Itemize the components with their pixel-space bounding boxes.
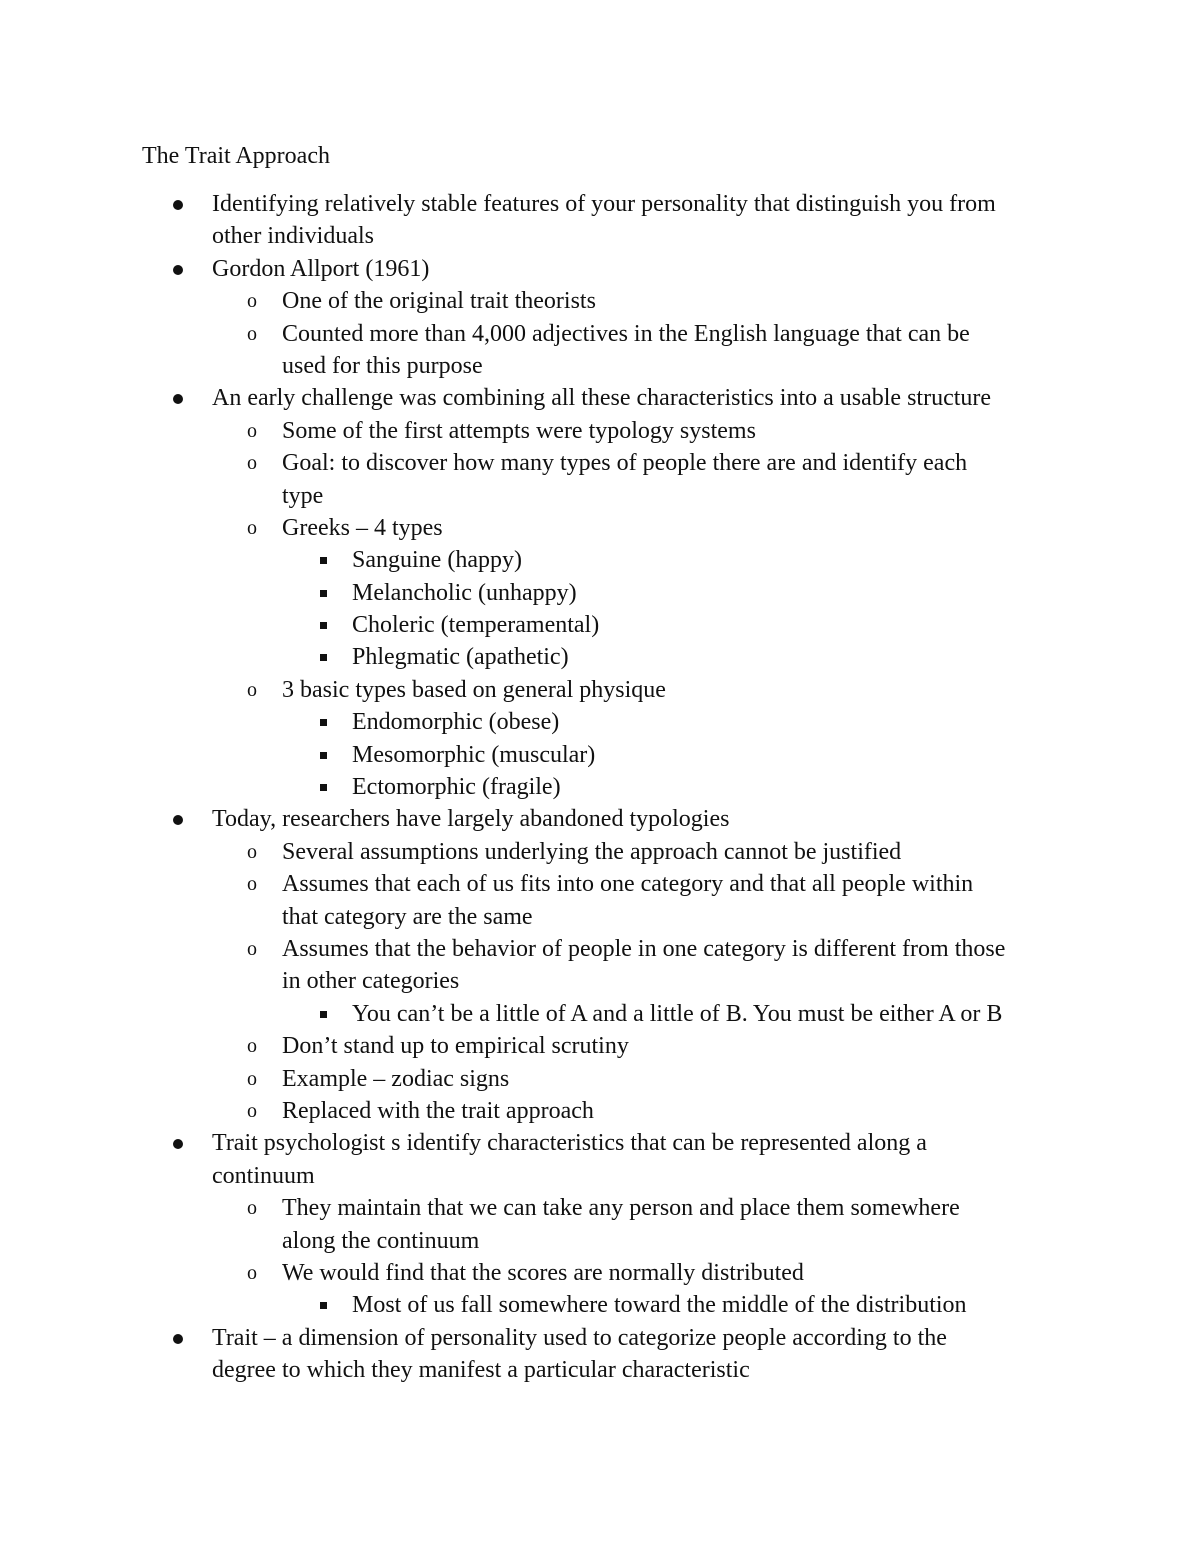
line-text: degree to which they manifest a particular characteristic: [212, 1357, 750, 1384]
outline-line-level-2: [0, 512, 1200, 544]
bullet-circle-icon: o: [247, 419, 257, 442]
bullet-dot-icon: [173, 1334, 183, 1344]
line-text: Assumes that the behavior of people in one category is different from those: [282, 935, 1006, 962]
line-text: Trait psychologist s identify characteristics that can be represented along a: [212, 1130, 927, 1157]
outline-line-level-2: [0, 933, 1200, 965]
bullet-square-icon: [320, 719, 327, 726]
outline-line-level-2: [0, 674, 1200, 706]
bullet-square-icon: [320, 752, 327, 759]
bullet-dot-icon: [173, 265, 183, 275]
bullet-circle-icon: o: [247, 873, 257, 896]
bullet-circle-icon: o: [247, 1261, 257, 1284]
line-text: that category are the same: [282, 903, 533, 930]
outline-line-level-3: [0, 739, 1200, 771]
line-text: Example – zodiac signs: [282, 1065, 510, 1092]
line-text: other individuals: [212, 223, 374, 250]
outline-line-level-2: [0, 285, 1200, 317]
line-text: used for this purpose: [282, 352, 483, 379]
outline-line-level-2: [0, 1063, 1200, 1095]
line-text: Mesomorphic (muscular): [352, 741, 596, 768]
line-text: We would find that the scores are normally distributed: [282, 1259, 804, 1286]
bullet-square-icon: [320, 557, 327, 564]
bullet-square-icon: [320, 654, 327, 661]
outline-line-level-1: [0, 1127, 1200, 1159]
outline-line-level-3: [0, 609, 1200, 641]
outline-line-level-3: [0, 544, 1200, 576]
outline-line-level-2: [0, 480, 1200, 512]
line-text: Today, researchers have largely abandoned typologies: [212, 806, 730, 833]
line-text: Several assumptions underlying the approach cannot be justified: [282, 838, 902, 865]
line-text: Endomorphic (obese): [352, 709, 560, 736]
bullet-circle-icon: o: [247, 452, 257, 475]
line-text: Counted more than 4,000 adjectives in the English language that can be: [282, 320, 970, 347]
outline-line-level-1: [0, 1160, 1200, 1192]
bullet-square-icon: [320, 622, 327, 629]
line-text: Gordon Allport (1961): [212, 255, 430, 282]
line-text: They maintain that we can take any person and place them somewhere: [282, 1195, 960, 1222]
outline-line-level-2: [0, 415, 1200, 447]
line-text: continuum: [212, 1162, 315, 1189]
outline-line-level-2: [0, 318, 1200, 350]
bullet-circle-icon: o: [247, 1035, 257, 1058]
line-text: along the continuum: [282, 1227, 480, 1254]
outline-line-level-1: [0, 220, 1200, 252]
outline-line-level-2: [0, 901, 1200, 933]
outline-line-level-2: [0, 1095, 1200, 1127]
outline-line-level-3: [0, 998, 1200, 1030]
line-text: in other categories: [282, 968, 460, 995]
outline-line-level-3: [0, 577, 1200, 609]
bullet-dot-icon: [173, 200, 183, 210]
outline-line-level-3: [0, 706, 1200, 738]
bullet-circle-icon: o: [247, 1197, 257, 1220]
outline-line-level-1: [0, 188, 1200, 220]
outline-line-level-2: [0, 836, 1200, 868]
outline-line-level-3: [0, 641, 1200, 673]
line-text: Melancholic (unhappy): [352, 579, 577, 606]
line-text: Choleric (temperamental): [352, 612, 600, 639]
bullet-square-icon: [320, 784, 327, 791]
line-text: Ectomorphic (fragile): [352, 774, 561, 801]
bullet-circle-icon: o: [247, 840, 257, 863]
outline-line-level-2: [0, 1257, 1200, 1289]
outline-line-level-1: [0, 803, 1200, 835]
line-text: Greeks – 4 types: [282, 514, 443, 541]
bullet-circle-icon: o: [247, 937, 257, 960]
line-text: type: [282, 482, 324, 509]
bullet-dot-icon: [173, 1139, 183, 1149]
line-text: Phlegmatic (apathetic): [352, 644, 569, 671]
page-title: The Trait Approach: [142, 143, 330, 169]
line-text: Most of us fall somewhere toward the middle of the distribution: [352, 1292, 967, 1319]
outline-line-level-2: [0, 1225, 1200, 1257]
bullet-circle-icon: o: [247, 1099, 257, 1122]
line-text: Identifying relatively stable features of your personality that distinguish you from: [212, 191, 996, 217]
bullet-circle-icon: o: [247, 290, 257, 313]
line-text: Goal: to discover how many types of people there are and identify each: [282, 450, 968, 477]
line-text: An early challenge was combining all these characteristics into a usable structure: [212, 385, 992, 412]
outline-line-level-2: [0, 965, 1200, 997]
bullet-square-icon: [320, 590, 327, 597]
line-text: Some of the first attempts were typology systems: [282, 417, 756, 444]
line-text: Replaced with the trait approach: [282, 1097, 594, 1124]
outline-line-level-2: [0, 1192, 1200, 1224]
line-text: Trait – a dimension of personality used to categorize people according to the: [212, 1324, 947, 1351]
bullet-dot-icon: [173, 815, 183, 825]
outline-line-level-1: [0, 1322, 1200, 1354]
line-text: You can’t be a little of A and a little of B. You must be either A or B: [352, 1000, 1003, 1027]
bullet-circle-icon: o: [247, 678, 257, 701]
bullet-circle-icon: o: [247, 322, 257, 345]
outline-line-level-2: [0, 350, 1200, 382]
line-text: One of the original trait theorists: [282, 288, 596, 315]
outline-line-level-2: [0, 447, 1200, 479]
outline-line-level-2: [0, 1030, 1200, 1062]
bullet-outline: [0, 188, 1200, 1386]
bullet-circle-icon: o: [247, 516, 257, 539]
bullet-square-icon: [320, 1011, 327, 1018]
line-text: Don’t stand up to empirical scrutiny: [282, 1033, 629, 1060]
outline-line-level-1: [0, 382, 1200, 414]
outline-line-level-1: [0, 253, 1200, 285]
outline-line-level-2: [0, 868, 1200, 900]
outline-line-level-3: [0, 771, 1200, 803]
outline-line-level-1: [0, 1354, 1200, 1386]
line-text: Sanguine (happy): [352, 547, 522, 574]
outline-line-level-3: [0, 1289, 1200, 1321]
bullet-square-icon: [320, 1302, 327, 1309]
line-text: 3 basic types based on general physique: [282, 676, 666, 703]
bullet-dot-icon: [173, 394, 183, 404]
line-text: Assumes that each of us fits into one category and that all people within: [282, 871, 974, 898]
bullet-circle-icon: o: [247, 1067, 257, 1090]
